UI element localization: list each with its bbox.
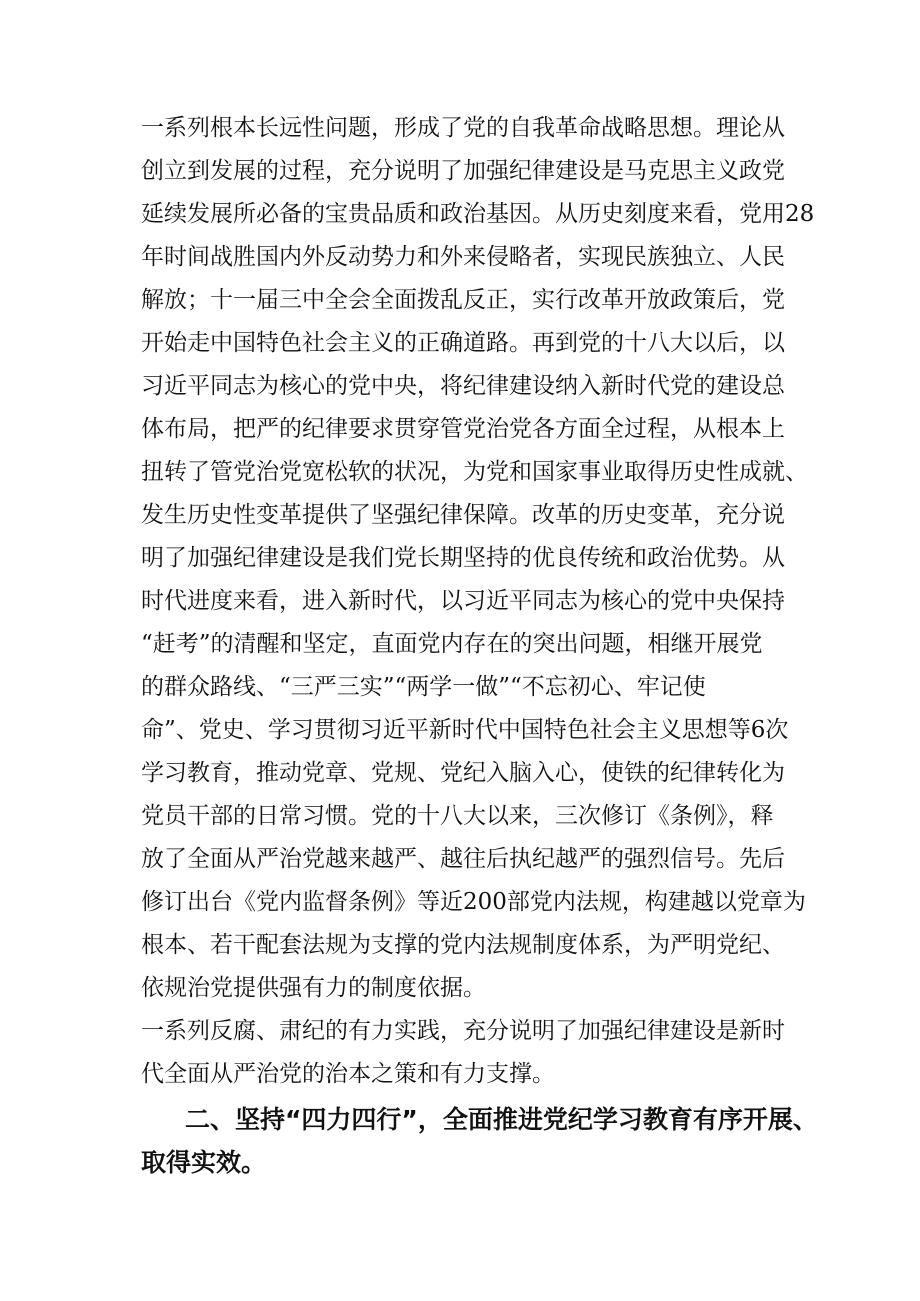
body-text-line: 体布局，把严的纪律要求贯穿管党治党各方面全过程，从根本上 — [141, 416, 785, 442]
body-text-line: 学习教育，推动党章、党规、党纪入脑入心，使铁的纪律转化为 — [141, 760, 785, 786]
body-text-line: 修订出台《党内监督条例》等近200部党内法规，构建越以党章为 — [141, 889, 806, 915]
body-text-line: 一系列反腐、肃纪的有力实践，充分说明了加强纪律建设是新时 — [141, 1018, 785, 1044]
section-heading: 二、坚持“四力四行”，全面推进党纪学习教育有序开展、 — [185, 1105, 818, 1134]
body-text-line: 扭转了管党治党宽松软的状况，为党和国家事业取得历史性成就、 — [141, 459, 808, 485]
body-text-line: 放了全面从严治党越来越严、越往后执纪越严的强烈信号。先后 — [141, 846, 785, 872]
body-text-line: 创立到发展的过程，充分说明了加强纪律建设是马克思主义政党 — [141, 158, 785, 184]
body-text-line: 依规治党提供强有力的制度依据。 — [141, 975, 486, 1001]
body-text-line: 解放；十一届三中全会全面拨乱反正，实行改革开放政策后，党 — [141, 287, 785, 313]
body-text-line: 开始走中国特色社会主义的正确道路。再到党的十八大以后，以 — [141, 330, 785, 356]
body-text-line: 代全面从严治党的治本之策和有力支撑。 — [141, 1061, 555, 1087]
body-text-line: 的群众路线、“三严三实”“两学一做”“不忘初心、牢记使 — [141, 674, 706, 700]
body-text-line: 一系列根本长远性问题，形成了党的自我革命战略思想。理论从 — [141, 115, 785, 141]
body-text-line: 党员干部的日常习惯。党的十八大以来，三次修订《条例》，释 — [141, 803, 774, 829]
body-text-line: 年时间战胜国内外反动势力和外来侵略者，实现民族独立、人民 — [141, 244, 785, 270]
body-text-line: “赶考”的清醒和坚定，直面党内存在的突出问题，相继开展党 — [141, 631, 763, 657]
body-text-line: 发生历史性变革提供了坚强纪律保障。改革的历史变革，充分说 — [141, 502, 785, 528]
section-heading-continuation: 取得实效。 — [141, 1148, 267, 1177]
body-text-line: 延续发展所必备的宝贵品质和政治基因。从历史刻度来看，党用28 — [141, 201, 815, 227]
body-text-line: 根本、若干配套法规为支撑的党内法规制度体系，为严明党纪、 — [141, 932, 785, 958]
body-text-line: 时代进度来看，进入新时代，以习近平同志为核心的党中央保持 — [141, 588, 785, 614]
body-text-line: 明了加强纪律建设是我们党长期坚持的优良传统和政治优势。从 — [141, 545, 785, 571]
body-text-line: 命”、党史、学习贯彻习近平新时代中国特色社会主义思想等6次 — [141, 717, 789, 743]
body-text-line: 习近平同志为核心的党中央，将纪律建设纳入新时代党的建设总 — [141, 373, 785, 399]
